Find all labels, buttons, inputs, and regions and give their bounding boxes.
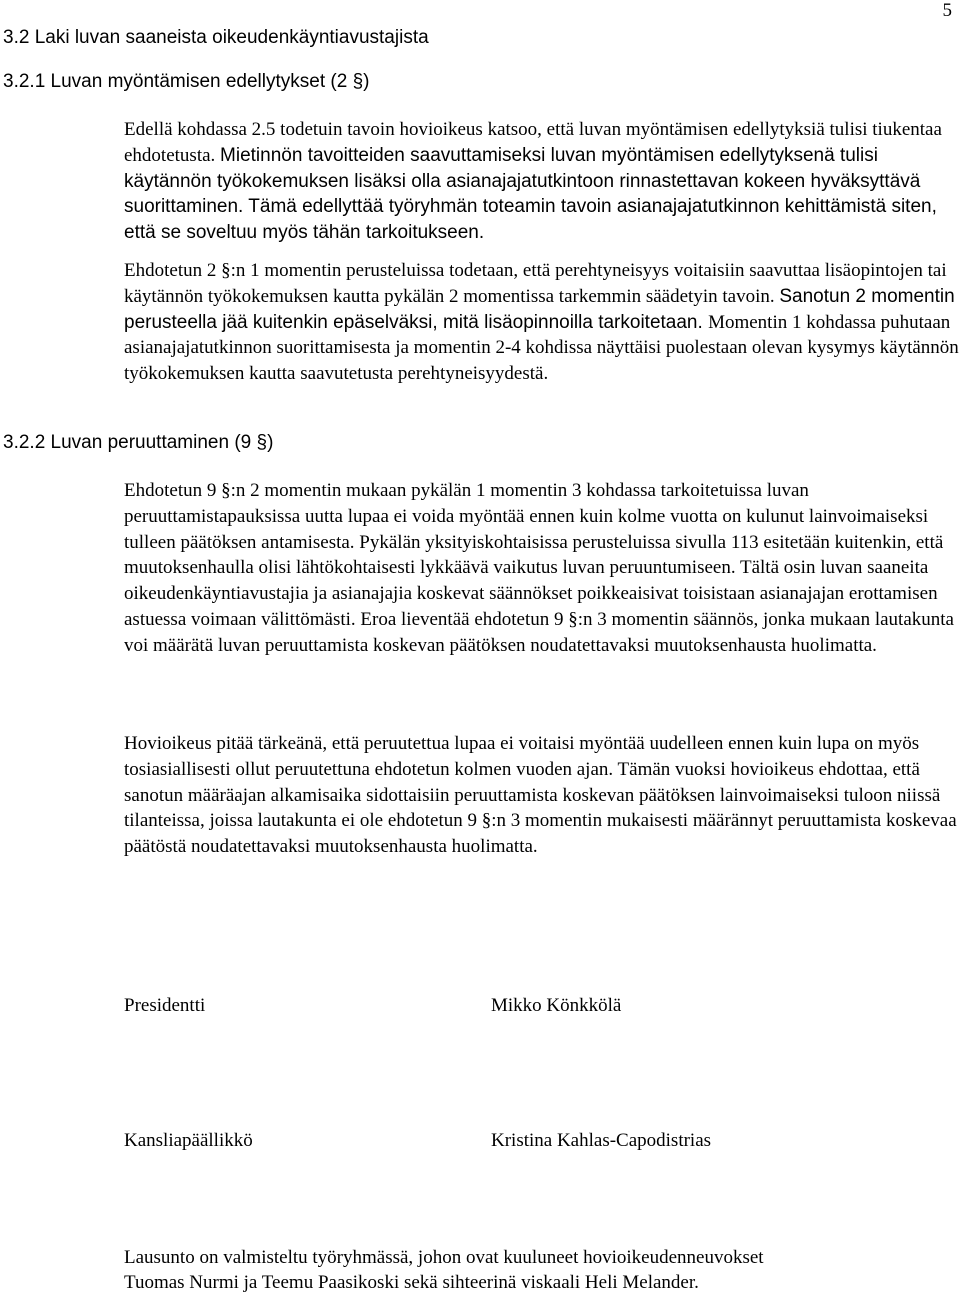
paragraph-requirements-2: [124, 258, 960, 387]
preparation-note-line: Tuomas Nurmi ja Teemu Paasikoski sekä sihteerinä viskaali Heli Melander.: [124, 1272, 699, 1293]
signature-name-chief: Kristina Kahlas-Capodistrias: [491, 1130, 712, 1151]
paragraph-text: Edellä kohdassa 2.5 todetuin tavoin hovioikeus katsoo, että luvan myöntämisen edellytyksiä tulisi tiukentaa ehdotetusta.: [124, 119, 942, 166]
heading-section-3-2-2: 3.2.2 Luvan peruuttaminen (9 §): [3, 432, 274, 453]
heading-section-3-2-1: 3.2.1 Luvan myöntämisen edellytykset (2 §): [3, 71, 370, 92]
preparation-note-line: Lausunto on valmisteltu työryhmässä, johon ovat kuuluneet hovioikeudenneuvokset: [124, 1247, 764, 1268]
paragraph-text: Mietinnön tavoitteiden saavuttamiseksi luvan myöntämisen edellytyksenä tulisi käytännön työkokemuksen lisäksi olla asianajajatutkintoon rinnastettavan kokeen hyväksyttävä suorittaminen. Tämä edellyttää työryhmän toteamin tavoin asianajajatutkinnon kehittämistä siten, että se soveltuu myös tähän tarkoitukseen.: [124, 144, 937, 244]
paragraph-text: Momentin 1 kohdassa puhutaan asianajajatutkinnon suorittamisesta ja momentin 2-4 kohdissa näyttäisi puolestaan olevan kysymys käytännön työkokemuksen kautta saavutetusta perehtyneisyydestä.: [124, 311, 959, 385]
signature-role-chief: Kansliapäällikkö: [124, 1130, 253, 1151]
preparation-note: [124, 1245, 764, 1295]
heading-section-3-2: 3.2 Laki luvan saaneista oikeudenkäyntiavustajista: [3, 27, 429, 48]
paragraph-revocation-2: Hovioikeus pitää tärkeänä, että peruutettua lupaa ei voitaisi myöntää uudelleen ennen kuin lupa on myös tosiasiallisesti ollut peruutettuna ehdotetun kolmen vuoden ajan. Tämän vuoksi hovioikeus ehdottaa, että sanotun määräajan alkamisaika sidottaisiin peruuttamista koskevan päätöksen lainvoimaiseksi tuloon niissä tilanteissa, joissa lautakunta ei ole ehdotetun 9 §:n 3 momentin mukaisesti määrännyt peruuttamista koskevaa päätöstä noudatettavaksi muutoksenhausta huolimatta.: [124, 733, 957, 858]
paragraph-requirements-1: [124, 117, 960, 246]
paragraph-text: Ehdotetun 2 §:n 1 momentin perusteluissa todetaan, että perehtyneisyys voitaisiin saavuttaa lisäopintojen tai käytännön työkokemuksen kautta pykälän 2 momentissa tarkemmin säädetyin tavoin.: [124, 260, 947, 307]
signature-name-president: Mikko Könkkölä: [491, 995, 622, 1016]
page-number: 5: [942, 0, 952, 21]
paragraph-text: Sanotun 2 momentin perusteella jää kuitenkin epäselväksi, mitä lisäopinnoilla tarkoitetaan.: [124, 285, 955, 333]
signature-role-president: Presidentti: [124, 995, 206, 1016]
paragraph-revocation-1: Ehdotetun 9 §:n 2 momentin mukaan pykälän 1 momentin 3 kohdassa tarkoitetuissa luvan peruuttamistapauksissa uutta lupaa ei voida myöntää ennen kuin kolme vuotta on kulunut lainvoimaiseksi tulleen päätöksen antamisesta. Pykälän yksityiskohtaisissa perusteluissa sivulla 113 esitetään kuitenkin, että muutoksenhaulla olisi lähtökohtaisesti lykkäävä vaikutus luvan peruuntumiseen. Tältä osin luvan saaneita oikeudenkäyntiavustajia ja asianajajia koskevat säännökset poikkeaisivat toisistaan asianajajan erottamisen astuessa voimaan välittömästi. Eroa lieventää ehdotetun 9 §:n 3 momentin säännös, jonka mukaan lautakunta voi määrätä luvan peruuttamista koskevan päätöksen noudatettavaksi muutoksenhausta huolimatta.: [124, 480, 954, 656]
